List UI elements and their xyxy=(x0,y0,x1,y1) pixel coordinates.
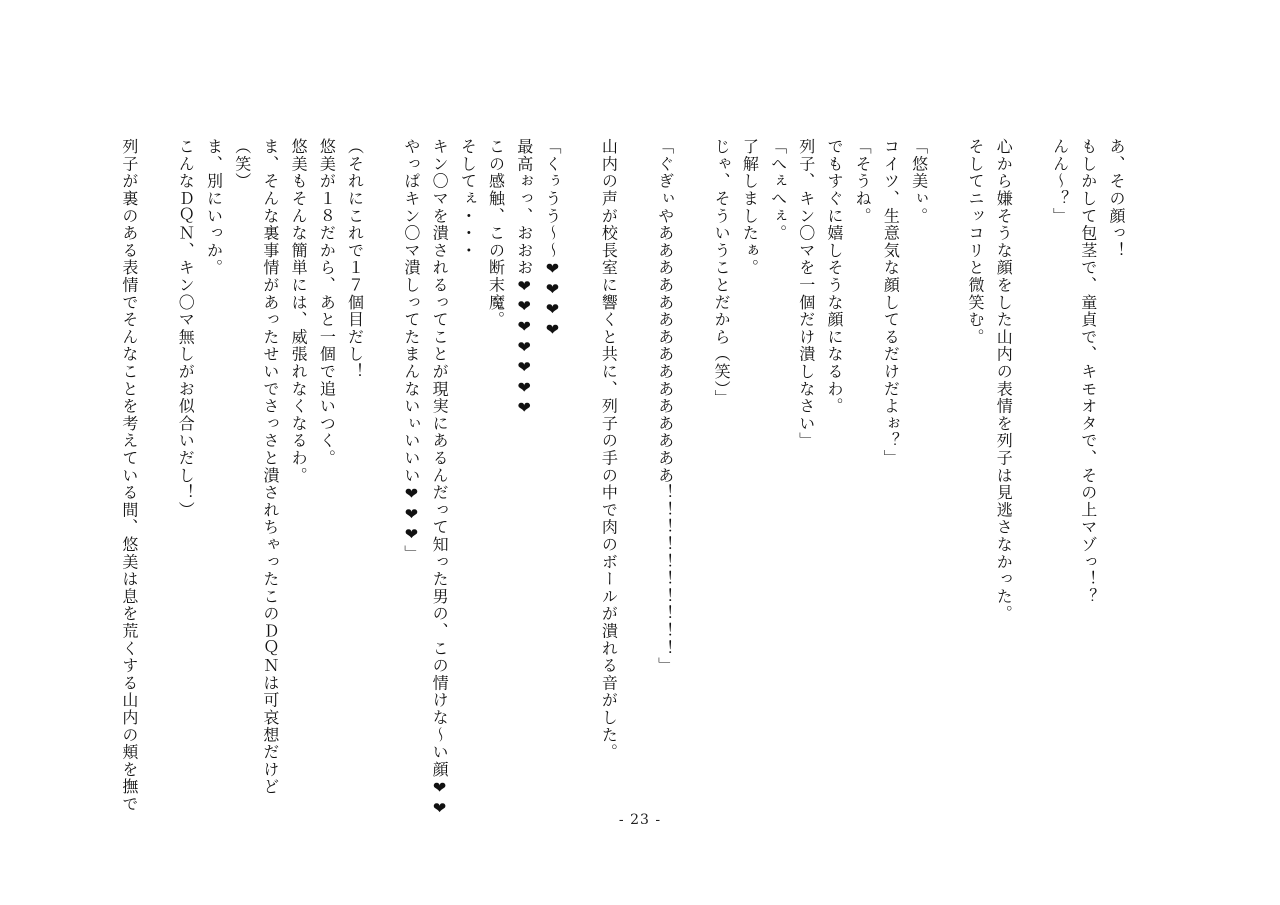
text-line: 「そうね。 xyxy=(853,138,873,225)
blank-line xyxy=(933,138,961,788)
blank-line xyxy=(1017,138,1045,788)
text-line: キン〇マを潰されるってことが現実にあるんだって知った男の、この情けな～い顔❤❤ xyxy=(430,138,450,819)
blank-line xyxy=(369,138,397,788)
text-line: でもすぐに嬉しそうな顔になるわ。 xyxy=(824,138,844,415)
text-line: 列子が裏のある表情でそんなことを考えている間、悠美は息を荒くする山内の頬を撫で xyxy=(119,138,139,813)
text-line: そしてぇ・・・ xyxy=(458,138,478,260)
text-line: この感触、この断末魔。 xyxy=(486,138,506,329)
text-line: 列子、キン〇マを一個だけ潰しなさい」 xyxy=(796,138,816,450)
vertical-text-body xyxy=(119,138,1130,819)
text-line: こんなＤＱＮ、キン〇マ無しがお似合いだし！） xyxy=(176,138,196,519)
page-number: - 23 - xyxy=(618,812,662,828)
text-line: 「ぐぎぃやあああああああああああああああ！！！！！！！！！！」 xyxy=(655,138,675,675)
text-line: 「くぅうう～～❤❤❤❤ xyxy=(542,138,562,341)
blank-line xyxy=(143,138,171,788)
text-line: ま、別にいっか。 xyxy=(204,138,224,277)
text-line: （それにこれで１７個目だし！ xyxy=(345,138,365,381)
text-line: 山内の声が校長室に響くと共に、列子の手の中で肉のボールが潰れる音がした。 xyxy=(599,138,619,761)
text-line: んん～？」 xyxy=(1050,138,1070,225)
blank-line xyxy=(679,138,707,788)
blank-line xyxy=(566,138,594,788)
text-line: 「悠美ぃ。 xyxy=(909,138,929,225)
text-line: じゃ、そういうことだから（笑）」 xyxy=(712,138,732,407)
text-line: 最高ぉっ、おおお❤❤❤❤❤❤❤ xyxy=(514,138,534,419)
text-line: 悠美もそんな簡単には、威張れなくなるわ。 xyxy=(289,138,309,484)
text-line: 「へぇへぇ。 xyxy=(768,138,788,242)
text-line: もしかして包茎で、童貞で、キモオタで、その上マゾっ！？ xyxy=(1078,138,1098,606)
text-line: あ、その顔っ！ xyxy=(1107,138,1126,260)
text-line: コイツ、生意気な顔してるだけだよぉ？」 xyxy=(881,138,901,467)
text-line: やっぱキン〇マ潰しってたまんないぃいいい❤❤❤」 xyxy=(401,138,421,563)
text-line: 了解しましたぁ。 xyxy=(740,138,760,277)
text-line: （笑） xyxy=(232,138,252,190)
text-line: 悠美が１８だから、あと一個で追いつく。 xyxy=(317,138,337,467)
text-line: 心から嫌そうな顔をした山内の表情を列子は見逃さなかった。 xyxy=(994,138,1014,623)
text-line: そしてニッコリと微笑む。 xyxy=(965,138,985,346)
blank-line xyxy=(622,138,650,788)
text-line: ま、そんな裏事情があったせいでさっさと潰されちゃったこのＤＱＮは可哀想だけど xyxy=(260,138,280,796)
